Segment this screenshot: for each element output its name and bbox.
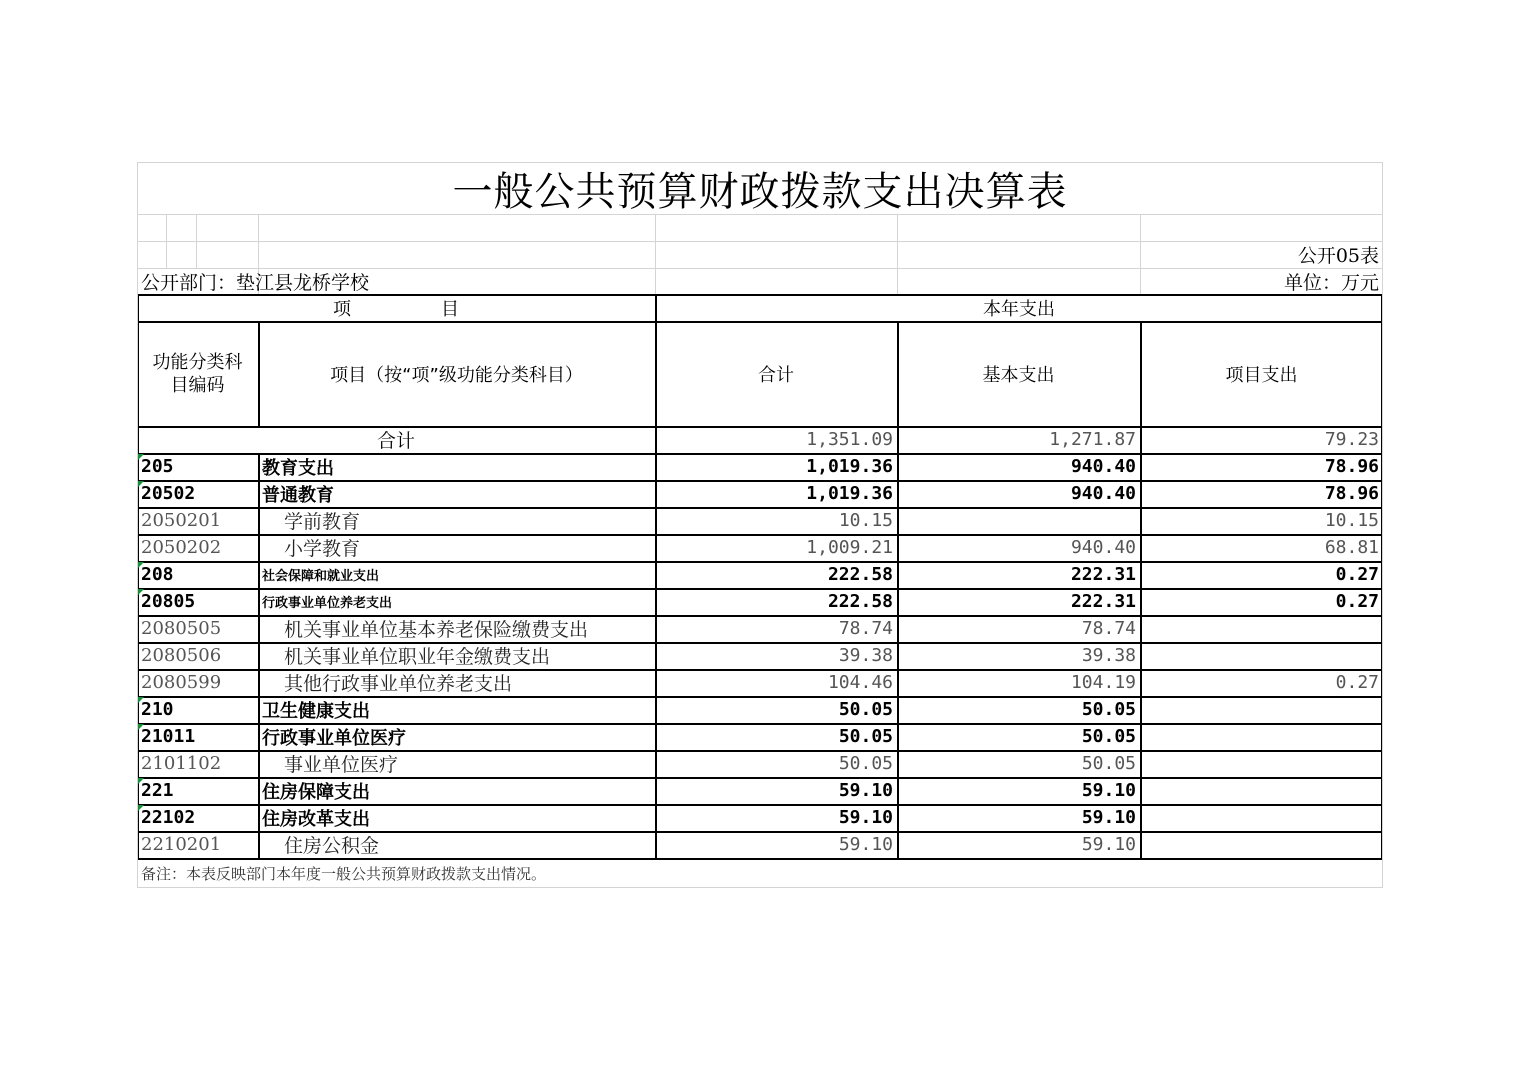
row-code-cell: 2210201 — [141, 834, 222, 855]
row-total-cell: 59.10 — [838, 834, 893, 855]
row-project-cell: 78.96 — [1324, 483, 1379, 504]
row-code-cell: 221 — [141, 780, 174, 801]
row-name-cell: 住房公积金 — [284, 835, 380, 857]
header-spend-group: 本年支出 — [983, 298, 1055, 320]
row-code-cell: 210 — [141, 699, 174, 720]
row-project-cell: 0.27 — [1335, 564, 1379, 585]
header-basic-column: 基本支出 — [982, 364, 1055, 386]
row-name-cell: 住房保障支出 — [262, 781, 370, 803]
row-basic-cell: 59.10 — [1081, 834, 1136, 855]
row-code-cell: 2080505 — [141, 618, 222, 639]
row-basic-cell: 104.19 — [1070, 672, 1136, 693]
header-project-column: 项目支出 — [1225, 364, 1298, 386]
row-basic-cell: 39.38 — [1081, 645, 1136, 666]
row-project-cell: 10.15 — [1324, 510, 1379, 531]
row-code-cell: 2050201 — [141, 510, 222, 531]
sheet-grid-line — [137, 214, 1383, 215]
row-name-cell: 其他行政事业单位养老支出 — [284, 673, 513, 695]
total-row-total: 1,351.09 — [806, 429, 893, 450]
row-code-cell: 208 — [141, 564, 174, 585]
row-total-cell: 10.15 — [838, 510, 893, 531]
row-total-cell: 39.38 — [838, 645, 893, 666]
row-code-cell: 2080506 — [141, 645, 222, 666]
header-total-column: 合计 — [758, 364, 794, 386]
row-basic-cell: 222.31 — [1070, 564, 1136, 585]
row-name-cell: 小学教育 — [284, 538, 361, 560]
row-basic-cell: 59.10 — [1081, 780, 1136, 801]
row-basic-cell: 940.40 — [1070, 537, 1136, 558]
row-project-cell — [1140, 831, 1383, 858]
row-name-cell: 行政事业单位养老支出 — [262, 596, 393, 611]
row-project-cell — [1140, 804, 1383, 831]
cell-comment-marker — [138, 805, 144, 811]
row-project-cell: 0.27 — [1335, 591, 1379, 612]
cell-comment-marker — [138, 481, 144, 487]
row-code-cell: 205 — [141, 456, 174, 477]
form-number: 公开05表 — [1297, 244, 1379, 267]
row-total-cell: 50.05 — [838, 726, 893, 747]
sheet-grid-line — [655, 214, 656, 294]
header-name-column: 项目（按“项”级功能分类科目） — [330, 364, 583, 386]
header-code-column: 功能分类科目编码 — [152, 351, 243, 396]
cell-comment-marker — [138, 778, 144, 784]
sheet-grid-line — [897, 214, 898, 294]
total-row-basic: 1,271.87 — [1049, 429, 1136, 450]
row-name-cell: 普通教育 — [262, 484, 334, 506]
row-basic-cell: 50.05 — [1081, 753, 1136, 774]
row-project-cell — [1140, 642, 1383, 669]
cell-comment-marker — [138, 454, 144, 460]
row-name-cell: 住房改革支出 — [262, 808, 370, 830]
sheet-grid-line — [137, 887, 1383, 888]
cell-comment-marker — [138, 589, 144, 595]
unit-label: 单位：万元 — [1283, 271, 1379, 294]
row-code-cell: 21011 — [141, 726, 196, 747]
row-total-cell: 50.05 — [838, 753, 893, 774]
row-name-cell: 机关事业单位基本养老保险缴费支出 — [284, 619, 589, 641]
row-total-cell: 1,019.36 — [806, 456, 893, 477]
cell-comment-marker — [138, 697, 144, 703]
department-label: 公开部门：垫江县龙桥学校 — [141, 271, 370, 294]
row-basic-cell: 59.10 — [1081, 807, 1136, 828]
cell-comment-marker — [138, 562, 144, 568]
row-basic-cell: 50.05 — [1081, 726, 1136, 747]
row-basic-cell: 222.31 — [1070, 591, 1136, 612]
header-item-group: 项 目 — [333, 298, 459, 320]
row-project-cell — [1140, 696, 1383, 723]
row-total-cell: 222.58 — [827, 591, 893, 612]
row-code-cell: 2050202 — [141, 537, 222, 558]
total-row-label: 合计 — [376, 430, 415, 452]
row-total-cell: 50.05 — [838, 699, 893, 720]
footnote: 备注：本表反映部门本年度一般公共预算财政拨款支出情况。 — [141, 865, 547, 883]
total-row-project: 79.23 — [1324, 429, 1379, 450]
row-code-cell: 22102 — [141, 807, 196, 828]
row-project-cell: 68.81 — [1324, 537, 1379, 558]
sheet-title: 一般公共预算财政拨款支出决算表 — [452, 168, 1068, 214]
budget-sheet — [137, 162, 1383, 888]
row-basic-cell — [897, 507, 1140, 534]
row-total-cell: 222.58 — [827, 564, 893, 585]
row-total-cell: 59.10 — [838, 780, 893, 801]
row-project-cell: 78.96 — [1324, 456, 1379, 477]
row-total-cell: 104.46 — [827, 672, 893, 693]
row-name-cell: 社会保障和就业支出 — [262, 569, 380, 584]
row-total-cell: 78.74 — [838, 618, 893, 639]
row-name-cell: 卫生健康支出 — [262, 700, 370, 722]
row-code-cell: 2101102 — [141, 753, 222, 774]
row-project-cell — [1140, 777, 1383, 804]
row-total-cell: 1,009.21 — [806, 537, 893, 558]
cell-comment-marker — [138, 724, 144, 730]
row-basic-cell: 50.05 — [1081, 699, 1136, 720]
row-name-cell: 事业单位医疗 — [284, 754, 399, 776]
row-basic-cell: 78.74 — [1081, 618, 1136, 639]
row-project-cell — [1140, 723, 1383, 750]
row-project-cell: 0.27 — [1335, 672, 1379, 693]
row-basic-cell: 940.40 — [1070, 456, 1136, 477]
row-name-cell: 学前教育 — [284, 511, 361, 533]
row-name-cell: 教育支出 — [262, 457, 334, 479]
row-project-cell — [1140, 750, 1383, 777]
row-name-cell: 机关事业单位职业年金缴费支出 — [284, 646, 551, 668]
row-basic-cell: 940.40 — [1070, 483, 1136, 504]
row-code-cell: 20502 — [141, 483, 196, 504]
row-name-cell: 行政事业单位医疗 — [262, 727, 406, 749]
row-total-cell: 1,019.36 — [806, 483, 893, 504]
row-project-cell — [1140, 615, 1383, 642]
row-code-cell: 2080599 — [141, 672, 222, 693]
row-code-cell: 20805 — [141, 591, 196, 612]
row-total-cell: 59.10 — [838, 807, 893, 828]
